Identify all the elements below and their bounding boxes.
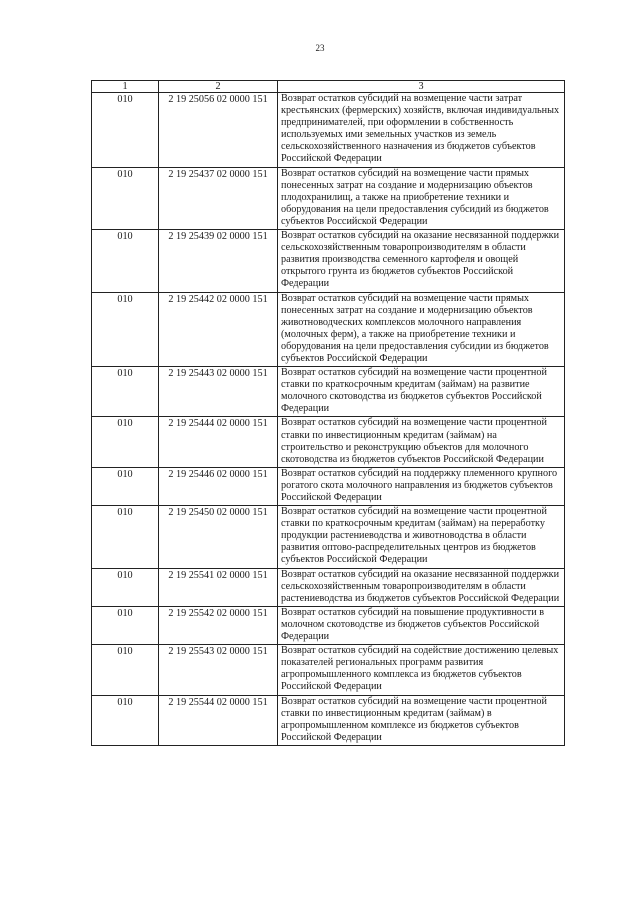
admin-code-cell: 010 bbox=[92, 367, 159, 417]
table-header-row bbox=[92, 81, 565, 93]
table-row bbox=[92, 606, 565, 644]
admin-code-cell: 010 bbox=[92, 230, 159, 292]
budget-code-cell: 2 19 25056 02 0000 151 bbox=[159, 93, 278, 168]
admin-code-cell: 010 bbox=[92, 417, 159, 467]
description-cell: Возврат остатков субсидий на оказание несвязанной поддержки сельскохозяйственным товаропроизводителям в области растениеводства из бюджетов субъектов Российской Федерации bbox=[278, 568, 565, 606]
column-header-1: 1 bbox=[92, 81, 159, 93]
table-row bbox=[92, 417, 565, 467]
table-row bbox=[92, 467, 565, 505]
admin-code-cell: 010 bbox=[92, 606, 159, 644]
budget-code-cell: 2 19 25544 02 0000 151 bbox=[159, 695, 278, 745]
budget-code-cell: 2 19 25443 02 0000 151 bbox=[159, 367, 278, 417]
description-cell: Возврат остатков субсидий на повышение продуктивности в молочном скотоводстве из бюджетов субъектов Российской Федерации bbox=[278, 606, 565, 644]
description-cell: Возврат остатков субсидий на возмещение части процентной ставки по краткосрочным кредитам (займам) на переработку продукции растениеводства и животноводства в области развития оптово-распределительных центров из бюджетов субъектов Российской Федерации bbox=[278, 506, 565, 568]
budget-codes-table bbox=[91, 80, 565, 746]
admin-code-cell: 010 bbox=[92, 292, 159, 367]
description-cell: Возврат остатков субсидий на возмещение части прямых понесенных затрат на создание и модернизацию объектов плодохранилищ, а также на приобретение техники и оборудования на цели предоставления субсидий из бюджетов субъектов Российской Федерации bbox=[278, 167, 565, 229]
table-row bbox=[92, 568, 565, 606]
table-row bbox=[92, 230, 565, 292]
admin-code-cell: 010 bbox=[92, 506, 159, 568]
budget-code-cell: 2 19 25541 02 0000 151 bbox=[159, 568, 278, 606]
description-cell: Возврат остатков субсидий на возмещение части процентной ставки по краткосрочным кредитам (займам) на развитие молочного скотоводства из бюджетов субъектов Российской Федерации bbox=[278, 367, 565, 417]
admin-code-cell: 010 bbox=[92, 167, 159, 229]
budget-code-cell: 2 19 25439 02 0000 151 bbox=[159, 230, 278, 292]
admin-code-cell: 010 bbox=[92, 695, 159, 745]
admin-code-cell: 010 bbox=[92, 568, 159, 606]
description-cell: Возврат остатков субсидий на оказание несвязанной поддержки сельскохозяйственным товаропроизводителям в области развития производства семенного картофеля и овощей открытого грунта из бюджетов субъектов Российской Федерации bbox=[278, 230, 565, 292]
description-cell: Возврат остатков субсидий на возмещение части прямых понесенных затрат на создание и модернизацию объектов животноводческих комплексов молочного направления (молочных ферм), а также на приобретение техники и оборудования на цели предоставления субсидии из бюджетов субъектов Российской Федерации bbox=[278, 292, 565, 367]
table-row bbox=[92, 93, 565, 168]
admin-code-cell: 010 bbox=[92, 645, 159, 695]
page-number: 23 bbox=[315, 43, 325, 53]
table-row bbox=[92, 167, 565, 229]
budget-code-cell: 2 19 25437 02 0000 151 bbox=[159, 167, 278, 229]
budget-code-cell: 2 19 25543 02 0000 151 bbox=[159, 645, 278, 695]
budget-code-cell: 2 19 25542 02 0000 151 bbox=[159, 606, 278, 644]
table-body bbox=[92, 93, 565, 746]
budget-code-cell: 2 19 25450 02 0000 151 bbox=[159, 506, 278, 568]
table-row bbox=[92, 292, 565, 367]
column-header-2: 2 bbox=[159, 81, 278, 93]
budget-code-cell: 2 19 25446 02 0000 151 bbox=[159, 467, 278, 505]
budget-code-cell: 2 19 25444 02 0000 151 bbox=[159, 417, 278, 467]
description-cell: Возврат остатков субсидий на возмещение части процентной ставки по инвестиционным кредитам (займам) в агропромышленном комплексе из бюджетов субъектов Российской Федерации bbox=[278, 695, 565, 745]
column-header-3: 3 bbox=[278, 81, 565, 93]
description-cell: Возврат остатков субсидий на содействие достижению целевых показателей региональных программ развития агропромышленного комплекса из бюджетов субъектов Российской Федерации bbox=[278, 645, 565, 695]
description-cell: Возврат остатков субсидий на поддержку племенного крупного рогатого скота молочного направления из бюджетов субъектов Российской Федерации bbox=[278, 467, 565, 505]
table-row bbox=[92, 506, 565, 568]
budget-code-cell: 2 19 25442 02 0000 151 bbox=[159, 292, 278, 367]
admin-code-cell: 010 bbox=[92, 93, 159, 168]
admin-code-cell: 010 bbox=[92, 467, 159, 505]
description-cell: Возврат остатков субсидий на возмещение части затрат крестьянских (фермерских) хозяйств, включая индивидуальных предпринимателей, при оформлении в собственность используемых ими земельных участков из земель сельскохозяйственного назначения из бюджетов субъектов Российской Федерации bbox=[278, 93, 565, 168]
table-row bbox=[92, 367, 565, 417]
table-row bbox=[92, 645, 565, 695]
table-row bbox=[92, 695, 565, 745]
description-cell: Возврат остатков субсидий на возмещение части процентной ставки по инвестиционным кредитам (займам) на строительство и реконструкцию объектов для молочного скотоводства из бюджетов субъектов Российской Федерации bbox=[278, 417, 565, 467]
